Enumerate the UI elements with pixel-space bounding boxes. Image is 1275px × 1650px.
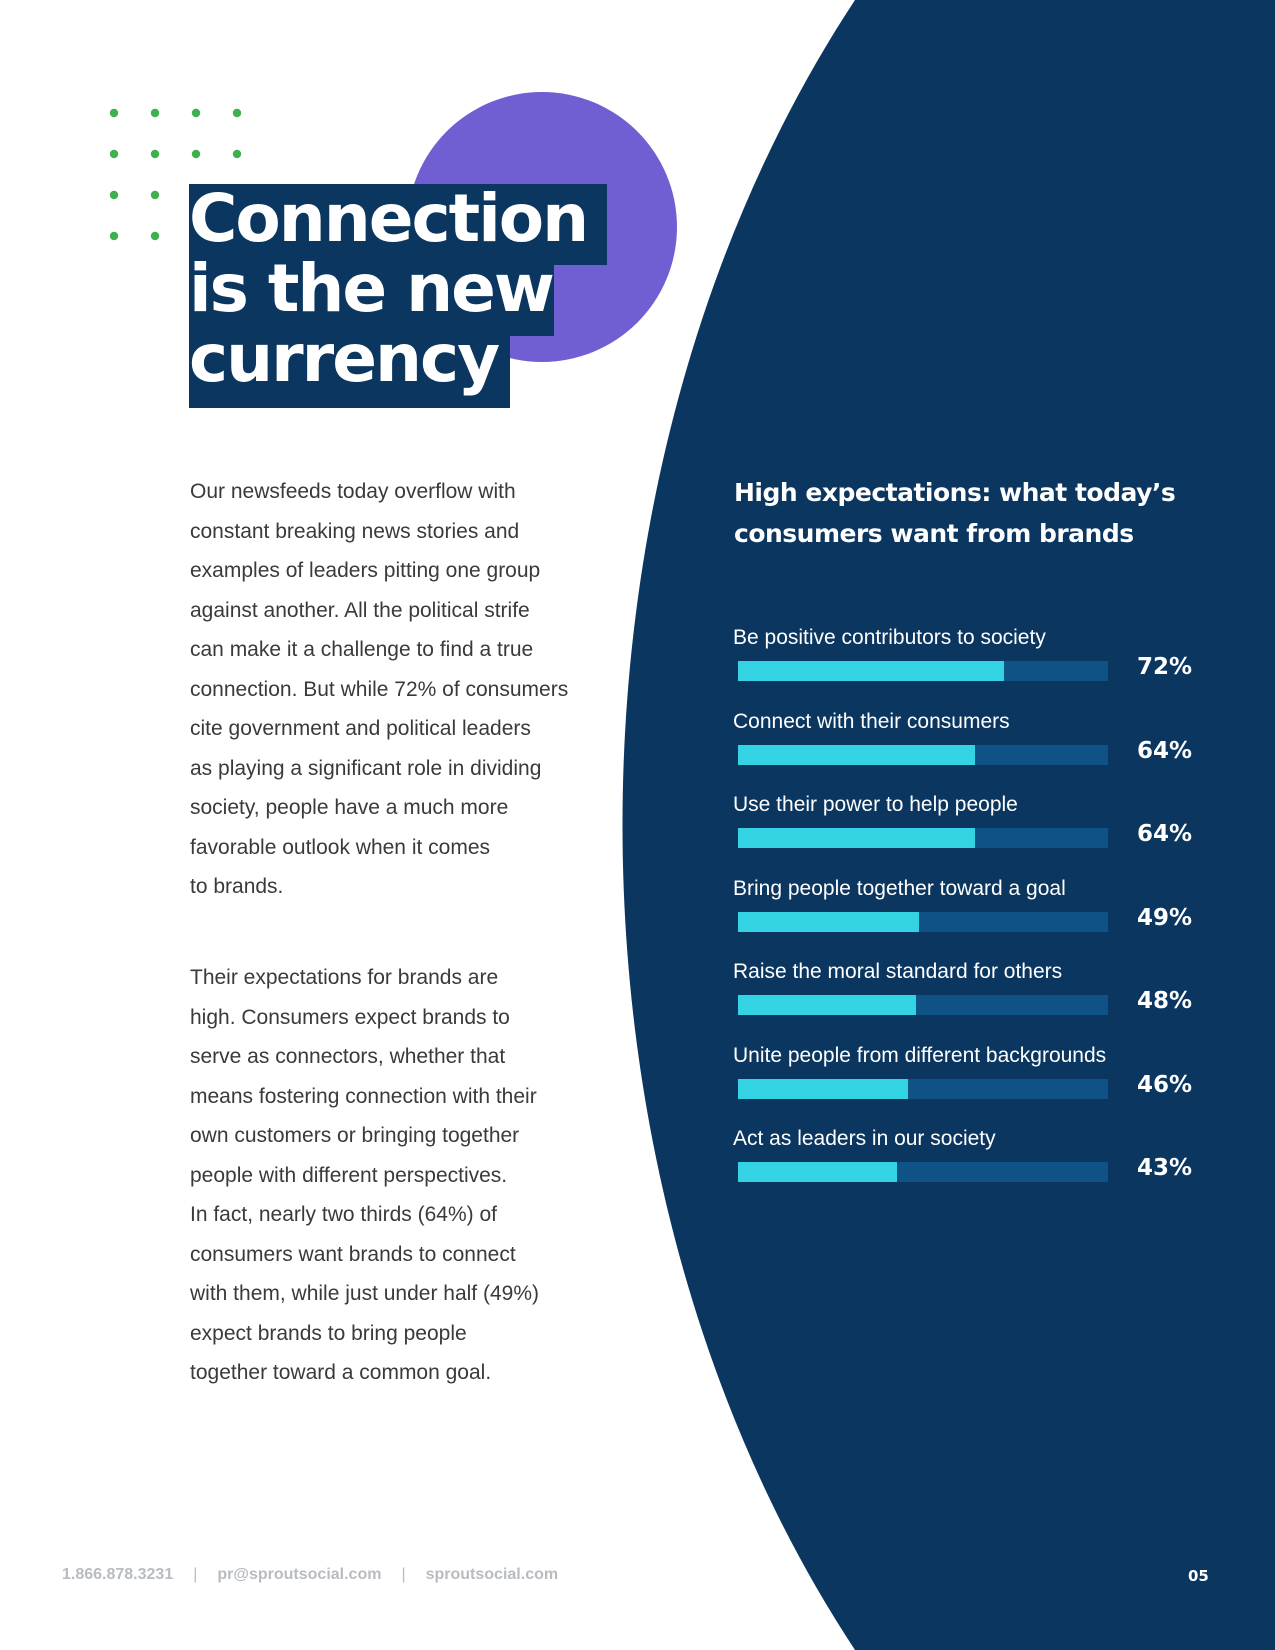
bar-track <box>738 661 1108 681</box>
paragraph-2-line: together toward a common goal. <box>190 1361 492 1384</box>
bar-label: Unite people from different backgrounds <box>733 1043 1107 1067</box>
paragraph-2-line: means fostering connection with their <box>190 1084 537 1108</box>
bar-value-label: 46% <box>1137 1071 1193 1098</box>
headline-line-3: currency <box>189 320 499 397</box>
footer-separator: | <box>401 1566 406 1583</box>
bar-fill <box>738 828 975 848</box>
bar-value-label: 48% <box>1137 988 1193 1014</box>
paragraph-1-line: can make it a challenge to find a true <box>190 638 534 661</box>
bar-value-label: 49% <box>1137 904 1193 931</box>
paragraph-1-line: to brands. <box>190 875 284 898</box>
page-number: 05 <box>1188 1567 1209 1585</box>
bar-track <box>738 995 1108 1015</box>
chart-title-line-2: consumers want from brands <box>734 519 1134 548</box>
paragraph-1-line: examples of leaders pitting one group <box>190 559 541 582</box>
chart-title-line-1: High expectations: what today’s <box>734 478 1176 507</box>
bar-value-label: 43% <box>1137 1155 1193 1181</box>
bar-track <box>738 745 1108 765</box>
bar-fill <box>738 661 1004 681</box>
footer-separator: | <box>193 1566 198 1583</box>
paragraph-1-line: Our newsfeeds today overflow with <box>190 480 516 503</box>
paragraph-1-line: as playing a significant role in dividing <box>190 756 542 780</box>
paragraph-1-line: constant breaking news stories and <box>190 519 520 543</box>
paragraph-2-line: own customers or bringing together <box>190 1124 520 1147</box>
bar-fill <box>738 745 975 765</box>
bar-fill <box>738 995 916 1015</box>
footer-phone: 1.866.878.3231 <box>62 1566 174 1583</box>
bar-label: Connect with their consumers <box>733 709 1010 733</box>
bar-fill <box>738 1079 908 1099</box>
paragraph-2-line: serve as connectors, whether that <box>190 1045 506 1068</box>
paragraph-2-line: consumers want brands to connect <box>190 1242 516 1266</box>
paragraph-2-line: with them, while just under half (49%) <box>190 1282 539 1305</box>
body-paragraph-2 <box>190 958 610 1393</box>
bar-label: Bring people together toward a goal <box>733 876 1066 900</box>
bar-label: Act as leaders in our society <box>733 1127 996 1150</box>
paragraph-1-line: against another. All the political strife <box>190 598 530 622</box>
bar-label: Raise the moral standard for others <box>733 960 1063 983</box>
paragraph-1-line: society, people have a much more <box>190 796 509 819</box>
paragraph-2-line: high. Consumers expect brands to <box>190 1005 510 1029</box>
bar-label: Be positive contributors to society <box>733 626 1046 649</box>
bar-value-label: 64% <box>1137 737 1193 764</box>
headline-line-1: Connection <box>189 180 588 257</box>
footer-website[interactable]: sproutsocial.com <box>425 1566 559 1583</box>
paragraph-1-line: favorable outlook when it comes <box>190 835 490 859</box>
bar-value-label: 72% <box>1137 654 1193 680</box>
bar-fill <box>738 912 919 932</box>
bar-track <box>738 828 1108 848</box>
paragraph-2-line: people with different perspectives. <box>190 1163 508 1187</box>
bar-fill <box>738 1162 897 1182</box>
paragraph-2-line: Their expectations for brands are <box>190 966 499 989</box>
bar-value-label: 64% <box>1137 821 1193 847</box>
bar-track <box>738 912 1108 932</box>
footer-email[interactable]: pr@sproutsocial.com <box>217 1566 382 1583</box>
bar-track <box>738 1162 1108 1182</box>
footer-contact <box>62 1566 558 1584</box>
body-paragraph-1 <box>190 472 610 907</box>
paragraph-2-line: expect brands to bring people <box>190 1321 467 1345</box>
chart-title <box>734 472 1214 554</box>
paragraph-1-line: cite government and political leaders <box>190 717 531 740</box>
paragraph-2-line: In fact, nearly two thirds (64%) of <box>190 1203 497 1226</box>
headline-line-2: is the new <box>189 250 553 327</box>
bar-label: Use their power to help people <box>733 793 1018 816</box>
bar-track <box>738 1079 1108 1099</box>
paragraph-1-line: connection. But while 72% of consumers <box>190 677 569 701</box>
page-headline <box>189 180 588 397</box>
